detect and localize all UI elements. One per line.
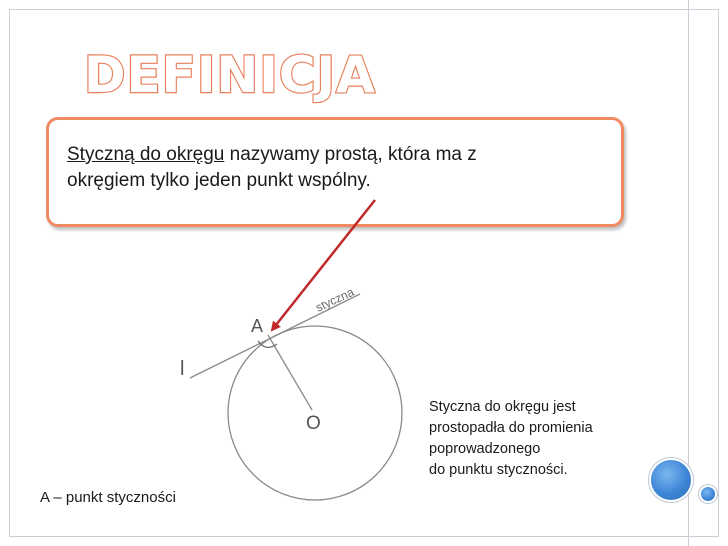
definition-term: Styczną do okręgu	[67, 144, 225, 165]
footnote: A – punkt styczności	[40, 489, 176, 506]
radius-line	[268, 335, 312, 410]
point-a-label: A	[251, 316, 264, 336]
decorative-circle-large	[649, 458, 693, 502]
note-line-2: prostopadła do promienia	[429, 420, 593, 436]
decorative-circle-small	[699, 485, 717, 503]
line-l-label: l	[180, 358, 185, 380]
note-line-4: do punktu styczności.	[429, 462, 568, 478]
definition-line-2: okręgiem tylko jeden punkt wspólny.	[67, 170, 371, 191]
perpendicular-note	[429, 397, 659, 481]
note-line-3: poprowadzonego	[429, 441, 541, 457]
definition-rest: nazywamy prostą, która ma z	[224, 144, 477, 165]
tangent-label: styczna	[313, 284, 357, 315]
center-o-label: O	[306, 413, 321, 434]
right-angle-mark	[258, 341, 277, 347]
slide-title: DEFINICJA	[84, 46, 376, 104]
note-line-1: Styczna do okręgu jest	[429, 399, 576, 415]
